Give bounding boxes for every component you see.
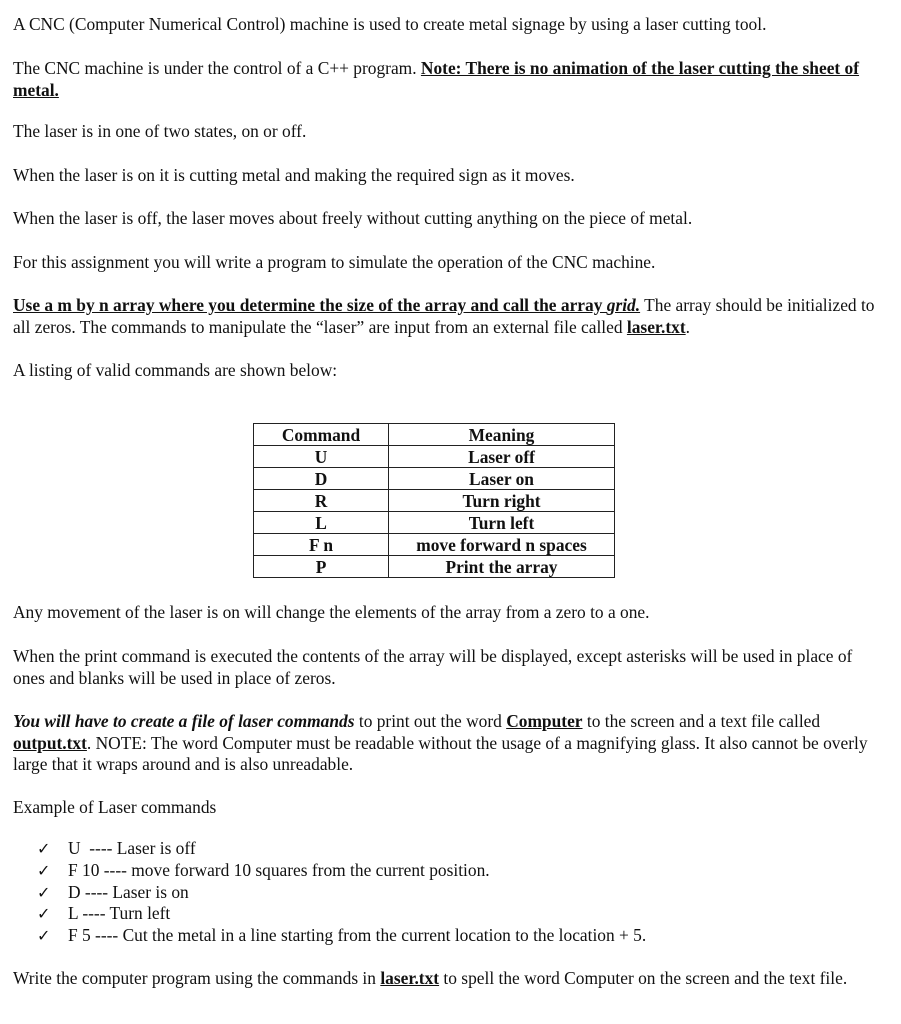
meaning-cell: Turn left <box>389 512 615 534</box>
assignment-paragraph: For this assignment you will write a program to simulate the operation of the CNC machine. <box>13 252 656 272</box>
commands-table <box>253 423 615 578</box>
final-paragraph <box>13 968 875 990</box>
create-emphasis: You will have to create a file of laser commands <box>13 711 355 731</box>
table-row <box>254 512 615 534</box>
note-text: Note: There is no animation of the laser cutting the sheet of metal. <box>13 58 860 100</box>
header-command: Command <box>254 424 389 446</box>
states-paragraph: The laser is in one of two states, on or off. <box>13 121 307 141</box>
meaning-cell: Laser off <box>389 446 615 468</box>
header-meaning: Meaning <box>389 424 615 446</box>
table-row <box>254 468 615 490</box>
movement-paragraph: Any movement of the laser is on will change the elements of the array from a zero to a one. <box>13 602 650 622</box>
command-cell: L <box>254 512 389 534</box>
meaning-cell: move forward n spaces <box>389 534 615 556</box>
table-header-row <box>254 424 615 446</box>
example-text: L ---- Turn left <box>68 903 171 924</box>
example-text: U ---- Laser is off <box>68 838 196 858</box>
output-file-name: output.txt <box>13 732 87 753</box>
listing-paragraph: A listing of valid commands are shown below: <box>13 360 338 380</box>
list-item <box>37 903 837 925</box>
array-text: The array should be initialized to all zeros. The commands to manipulate the “laser” are input from an external file called <box>13 295 875 337</box>
example-text: F 5 ---- Cut the metal in a line starting from the current location to the location + 5. <box>68 925 647 946</box>
meaning-cell: Print the array <box>389 556 615 578</box>
array-paragraph <box>13 295 875 338</box>
grid-word: grid. <box>606 295 641 315</box>
example-title: Example of Laser commands <box>13 797 217 817</box>
list-item <box>37 860 837 882</box>
print-paragraph: When the print command is executed the contents of the array will be displayed, except asterisks will be used in place of ones and blanks will be used in place of zeros. <box>13 646 853 688</box>
check-icon: ✓ <box>37 839 51 858</box>
meaning-cell: Laser on <box>389 468 615 490</box>
create-text: to print out the word <box>354 711 507 731</box>
command-cell: P <box>254 556 389 578</box>
laser-file-name: laser.txt <box>626 316 686 337</box>
control-text: The CNC machine is under the control of a C++ program. <box>13 58 421 78</box>
laser-on-paragraph: When the laser is on it is cutting metal and making the required sign as it moves. <box>13 165 575 185</box>
final-text-2: to spell the word Computer on the screen and the text file. <box>439 968 848 988</box>
meaning-cell: Turn right <box>389 490 615 512</box>
example-list <box>37 838 837 947</box>
check-icon: ✓ <box>37 860 51 880</box>
list-item <box>37 925 837 947</box>
table-row <box>254 490 615 512</box>
array-period: . <box>685 316 691 337</box>
example-text: D ---- Laser is on <box>68 881 189 902</box>
command-cell: D <box>254 468 389 490</box>
laser-off-paragraph: When the laser is off, the laser moves about freely without cutting anything on the piece of metal. <box>13 208 693 228</box>
command-cell: U <box>254 446 389 468</box>
check-icon: ✓ <box>37 882 51 902</box>
command-cell: F n <box>254 534 389 556</box>
example-text: F 10 ---- move forward 10 squares from the current position. <box>68 859 490 880</box>
computer-word: Computer <box>506 711 583 731</box>
intro-paragraph: A CNC (Computer Numerical Control) machine is used to create metal signage by using a laser cutting tool. <box>13 14 767 34</box>
list-item <box>37 882 837 904</box>
table-row <box>254 446 615 468</box>
check-icon: ✓ <box>37 904 51 924</box>
list-item <box>37 838 837 860</box>
create-paragraph <box>13 711 875 776</box>
array-underlined-text: Use a m by n array where you determine the size of the array and call the array <box>13 295 607 315</box>
table-row <box>254 534 615 556</box>
create-text-2: to the screen and a text file called <box>582 711 821 731</box>
control-paragraph <box>13 58 875 101</box>
laser-file-name-final: laser.txt <box>380 968 440 988</box>
final-text: Write the computer program using the commands in <box>13 968 381 988</box>
table-row <box>254 556 615 578</box>
command-cell: R <box>254 490 389 512</box>
check-icon: ✓ <box>37 926 51 946</box>
create-text-3: . NOTE: The word Computer must be readable without the usage of a magnifying glass. It also cannot be overly large that it wraps around and is also unreadable. <box>13 732 868 774</box>
